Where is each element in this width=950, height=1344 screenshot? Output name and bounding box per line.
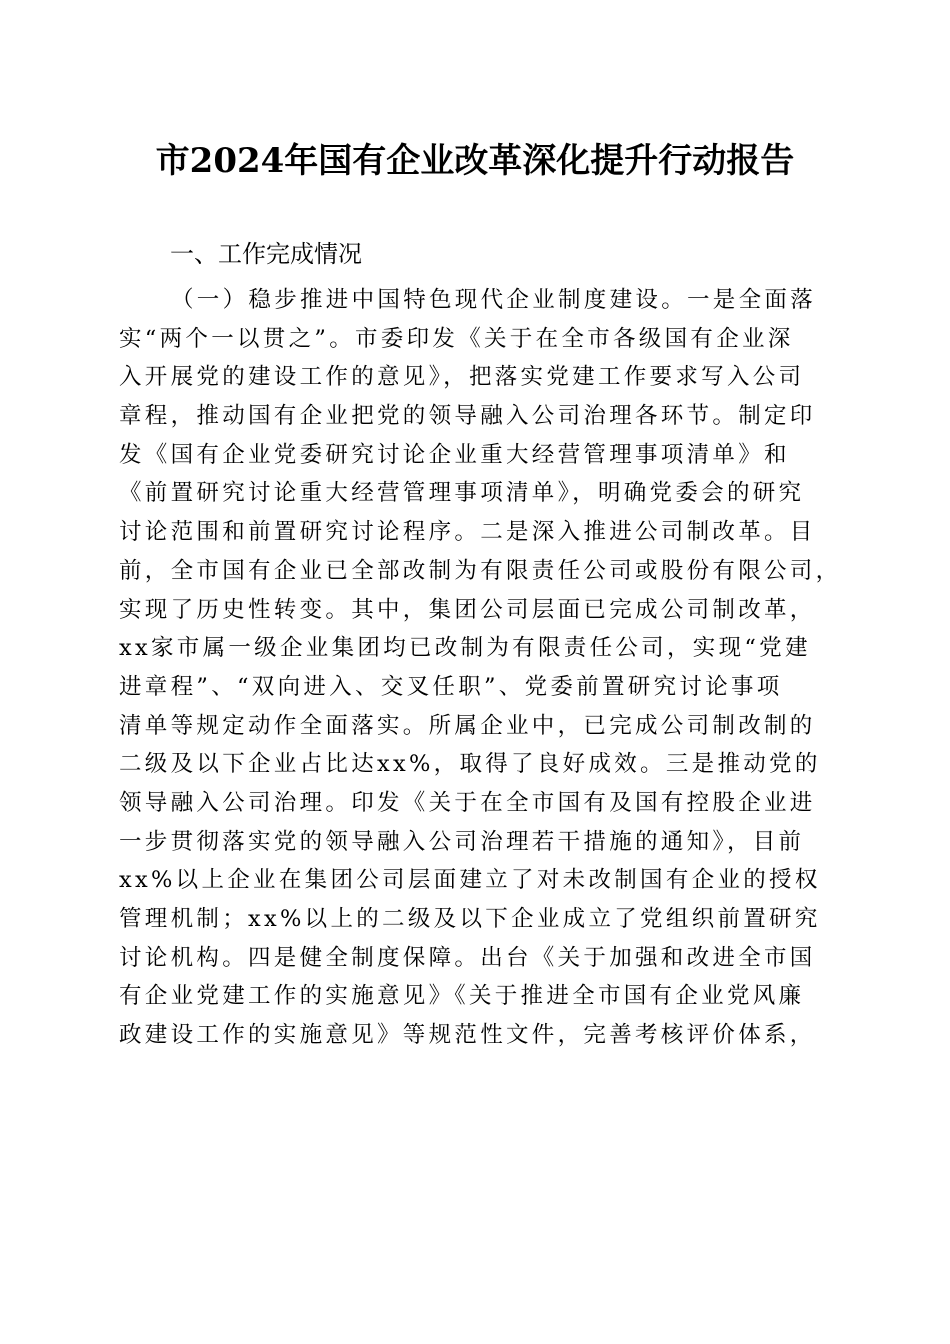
paragraph-line: 发《国有企业党委研究讨论企业重大经营管理事项清单》和 [119,441,790,468]
paragraph-line: 章程，推动国有企业把党的领导融入公司治理各环节。制定印 [119,403,816,430]
paragraph-line: 清单等规定动作全面落实。所属企业中，已完成公司制改制的 [119,712,816,739]
paragraph-line: 一步贯彻落实党的领导融入公司治理若干措施的通知》，目前 [119,828,805,855]
paragraph-line: xx%以上企业在集团公司层面建立了对未改制国有企业的授权 [119,867,821,894]
paragraph-line: 实“两个一以贯之”。市委印发《关于在全市各级国有企业深 [119,325,794,352]
paragraph-line: 政建设工作的实施意见》等规范性文件，完善考核评价体系， [119,1022,816,1049]
paragraph-line: 二级及以下企业占比达xx%，取得了良好成效。三是推动党的 [119,751,821,778]
paragraph-line: 进章程”、“双向进入、交叉任职”、党委前置研究讨论事项 [119,673,783,700]
paragraph-line: 《前置研究讨论重大经营管理事项清单》，明确党委会的研究 [119,480,805,507]
paragraph-line: xx家市属一级企业集团均已改制为有限责任公司，实现“党建 [119,635,811,662]
paragraph-line: （一）稳步推进中国特色现代企业制度建设。一是全面落 [171,287,817,313]
document-title: 市2024年国有企业改革深化提升行动报告 [155,141,795,181]
paragraph-line: 有企业党建工作的实施意见》《关于推进全市国有企业党风廉 [119,983,805,1010]
paragraph-line: 讨论机构。四是健全制度保障。出台《关于加强和改进全市国 [119,944,816,971]
paragraph-line: 入开展党的建设工作的意见》，把落实党建工作要求写入公司 [119,364,805,391]
paragraph [119,281,842,1055]
paragraph-line: 领导融入公司治理。印发《关于在全市国有及国有控股企业进 [119,789,816,816]
paragraph-line: 讨论范围和前置研究讨论程序。二是深入推进公司制改革。目 [119,519,816,546]
paragraph-line: 前，全市国有企业已全部改制为有限责任公司或股份有限公司， [119,557,842,584]
paragraph-line: 管理机制；xx%以上的二级及以下企业成立了党组织前置研究 [119,906,821,932]
paragraph-line: 实现了历史性转变。其中，集团公司层面已完成公司制改革， [119,596,816,623]
section-heading: 一、工作完成情况 [170,240,362,268]
